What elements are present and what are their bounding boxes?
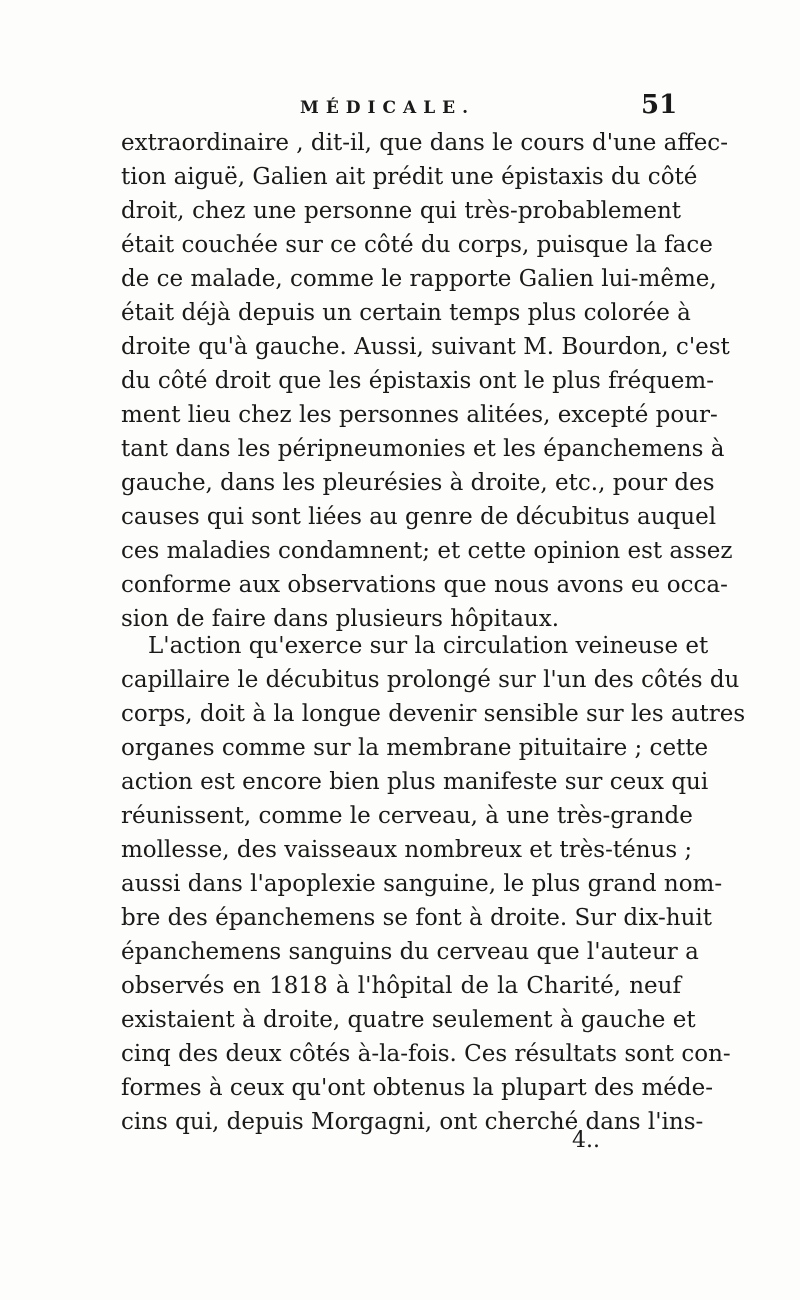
- text-line: formes à ceux qu'ont obtenus la plupart des méde-: [121, 1075, 713, 1101]
- text-line: corps, doit à la longue devenir sensible sur les autres: [121, 701, 746, 727]
- text-line: organes comme sur la membrane pituitaire ; cette: [121, 735, 709, 761]
- text-line: conforme aux observations que nous avons eu occa-: [121, 572, 728, 598]
- text-line: était couchée sur ce côté du corps, puisque la face: [121, 232, 713, 258]
- text-line: mollesse, des vaisseaux nombreux et très-ténus ;: [121, 837, 693, 863]
- text-line: tion aiguë, Galien ait prédit une épistaxis du côté: [121, 164, 698, 190]
- text-line: cins qui, depuis Morgagni, ont cherché dans l'ins-: [121, 1109, 704, 1135]
- text-line: droite qu'à gauche. Aussi, suivant M. Bourdon, c'est: [121, 334, 730, 360]
- text-line: tant dans les péripneumonies et les épanchemens à: [121, 436, 725, 462]
- text-line: aussi dans l'apoplexie sanguine, le plus grand nom-: [121, 871, 723, 897]
- text-line: épanchemens sanguins du cerveau que l'auteur a: [121, 939, 699, 965]
- signature-mark: 4..: [572, 1128, 600, 1153]
- text-line: extraordinaire , dit-il, que dans le cours d'une affec-: [121, 130, 728, 156]
- text-line: observés en 1818 à l'hôpital de la Charité, neuf: [121, 973, 681, 999]
- text-line: cinq des deux côtés à-la-fois. Ces résultats sont con-: [121, 1041, 731, 1067]
- text-line: action est encore bien plus manifeste sur ceux qui: [121, 769, 709, 795]
- text-line: sion de faire dans plusieurs hôpitaux.: [121, 606, 560, 632]
- text-line: réunissent, comme le cerveau, à une très-grande: [121, 803, 693, 829]
- text-line: ment lieu chez les personnes alitées, excepté pour-: [121, 402, 718, 428]
- text-line: ces maladies condamnent; et cette opinion est assez: [121, 538, 733, 564]
- text-line: capillaire le décubitus prolongé sur l'un des côtés du: [121, 667, 740, 693]
- text-line: droit, chez une personne qui très-probablement: [121, 198, 681, 224]
- page-number: 51: [641, 90, 678, 120]
- running-head: MÉDICALE.: [300, 98, 476, 118]
- text-line: du côté droit que les épistaxis ont le plus fréquem-: [121, 368, 714, 394]
- text-line: gauche, dans les pleurésies à droite, etc., pour des: [121, 470, 715, 496]
- text-line: de ce malade, comme le rapporte Galien lui-même,: [121, 266, 717, 292]
- paragraph-start: L'action qu'exerce sur la circulation veineuse et: [148, 633, 709, 659]
- text-line: existaient à droite, quatre seulement à gauche et: [121, 1007, 696, 1033]
- text-line: était déjà depuis un certain temps plus colorée à: [121, 300, 691, 326]
- text-line: causes qui sont liées au genre de décubitus auquel: [121, 504, 717, 530]
- text-line: bre des épanchemens se font à droite. Sur dix-huit: [121, 905, 712, 931]
